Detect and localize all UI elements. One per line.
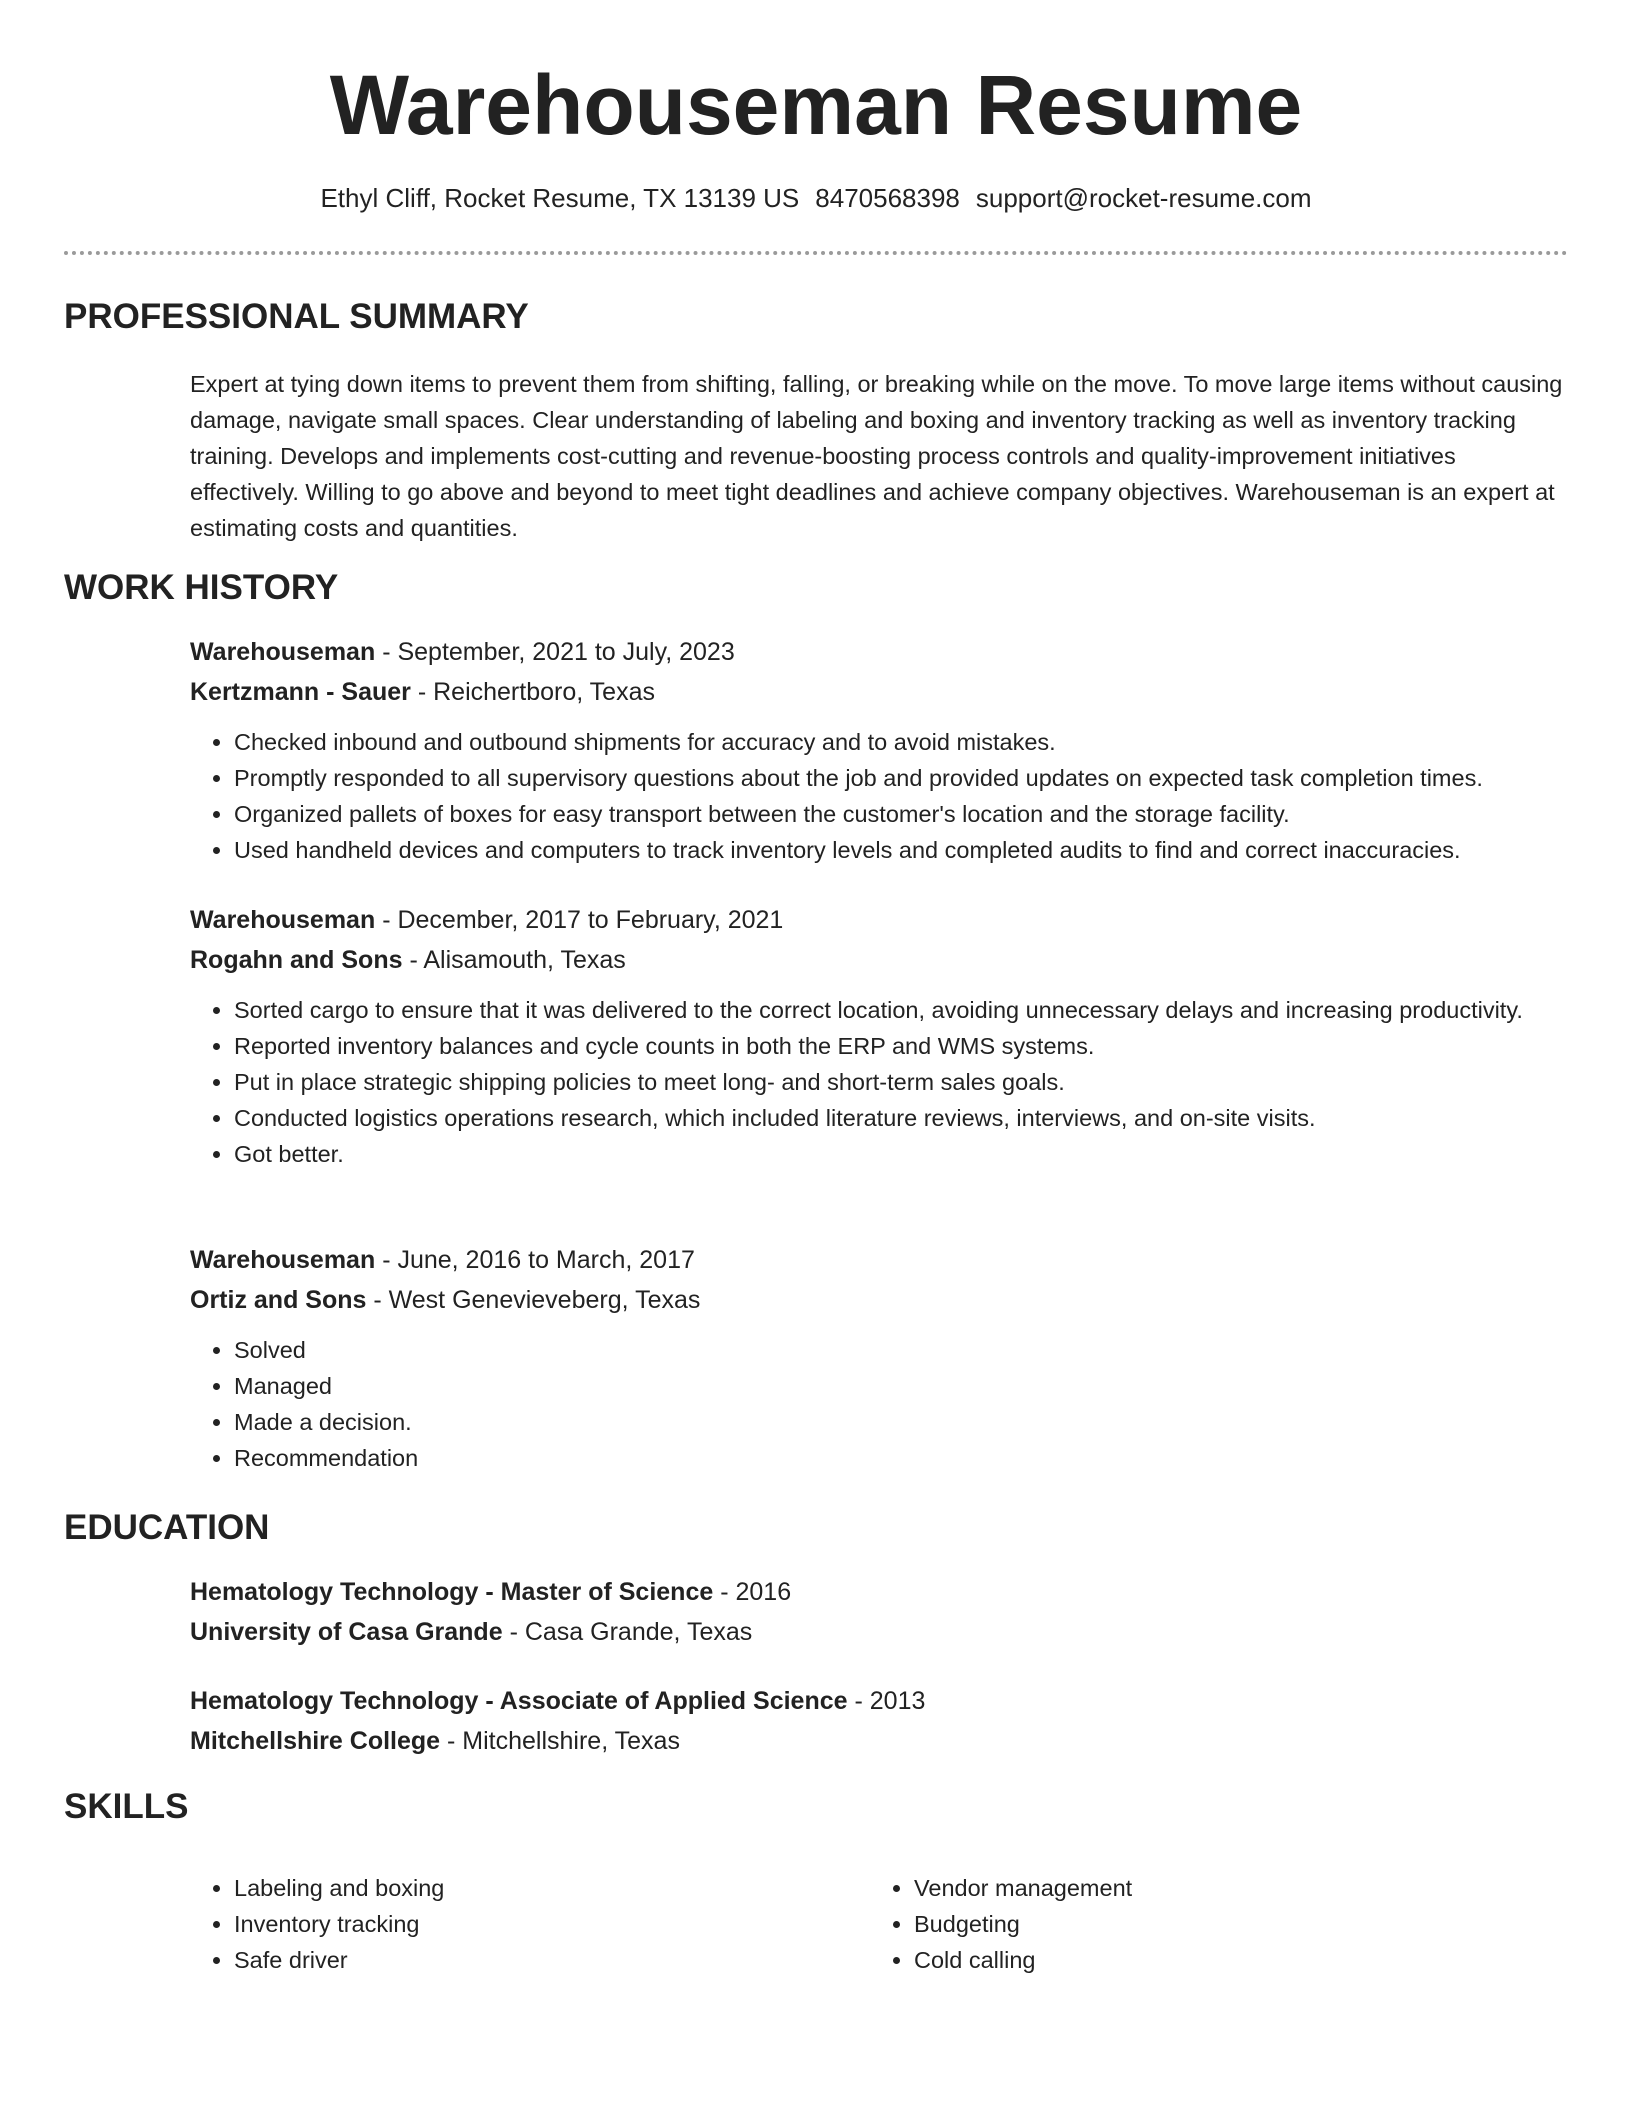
- employer-location: - Reichertboro, Texas: [417, 678, 655, 706]
- job-title-line: [190, 632, 1570, 672]
- job-duties-list: [190, 724, 1570, 868]
- employer-name: Kertzmann - Sauer: [190, 678, 411, 706]
- education-entry: [190, 1572, 1570, 1652]
- contact-email: support@rocket-resume.com: [975, 183, 1312, 213]
- degree-year: - 2013: [854, 1687, 926, 1715]
- job-title: Warehouseman: [190, 906, 376, 934]
- section-title-skills: SKILLS: [64, 1787, 189, 1826]
- list-item: • Recommendation: [234, 1440, 1570, 1476]
- employer-line: [190, 940, 1570, 980]
- list-item: • Inventory tracking: [234, 1906, 870, 1942]
- header-divider: [64, 251, 1568, 255]
- list-item: • Reported inventory balances and cycle counts in both the ERP and WMS systems.: [234, 1028, 1570, 1064]
- list-item: • Vendor management: [914, 1870, 1550, 1906]
- skills-list-left: [190, 1870, 870, 1978]
- job-duties-list: [190, 1332, 1570, 1476]
- degree-line: [190, 1681, 1570, 1721]
- job-dates: - December, 2017 to February, 2021: [382, 906, 784, 934]
- list-item: • Checked inbound and outbound shipments for accuracy and to avoid mistakes.: [234, 724, 1570, 760]
- list-item: • Made a decision.: [234, 1404, 1570, 1440]
- work-entry: [190, 1240, 1570, 1476]
- list-item: • Promptly responded to all supervisory questions about the job and provided updates on expected task completion times.: [234, 760, 1570, 796]
- list-item: • Safe driver: [234, 1942, 870, 1978]
- skills-list-right: [870, 1870, 1550, 1978]
- list-item: • Used handheld devices and computers to track inventory levels and completed audits to find and correct inaccuracies.: [234, 832, 1570, 868]
- list-item: • Budgeting: [914, 1906, 1550, 1942]
- employer-line: [190, 672, 1570, 712]
- list-item: • Got better.: [234, 1136, 1570, 1172]
- school-line: [190, 1721, 1570, 1761]
- school-name: Mitchellshire College: [190, 1727, 441, 1755]
- job-title-line: [190, 900, 1570, 940]
- resume-title: Warehouseman Resume: [329, 58, 1303, 152]
- list-item: • Organized pallets of boxes for easy transport between the customer's location and the storage facility.: [234, 796, 1570, 832]
- section-title-work-history: WORK HISTORY: [64, 568, 339, 607]
- contact-line: [0, 180, 1632, 216]
- job-title: Warehouseman: [190, 638, 376, 666]
- job-dates: - June, 2016 to March, 2017: [382, 1246, 695, 1274]
- job-dates: - September, 2021 to July, 2023: [382, 638, 735, 666]
- employer-location: - Alisamouth, Texas: [409, 946, 626, 974]
- school-line: [190, 1612, 1570, 1652]
- employer-name: Ortiz and Sons: [190, 1286, 367, 1314]
- employer-name: Rogahn and Sons: [190, 946, 403, 974]
- school-location: - Mitchellshire, Texas: [447, 1727, 680, 1755]
- job-duties-list: [190, 992, 1570, 1172]
- list-item: • Put in place strategic shipping policies to meet long- and short-term sales goals.: [234, 1064, 1570, 1100]
- job-title: Warehouseman: [190, 1246, 376, 1274]
- section-title-education: EDUCATION: [64, 1508, 270, 1547]
- list-item: • Cold calling: [914, 1942, 1550, 1978]
- list-item: • Solved: [234, 1332, 1570, 1368]
- job-title-line: [190, 1240, 1570, 1280]
- degree-year: - 2016: [720, 1578, 792, 1606]
- list-item: • Conducted logistics operations research, which included literature reviews, interviews, and on-site visits.: [234, 1100, 1570, 1136]
- degree-name: Hematology Technology - Master of Science: [190, 1578, 714, 1606]
- skills-columns: [190, 1870, 1570, 1978]
- education-entry: [190, 1681, 1570, 1761]
- summary-text: Expert at tying down items to prevent them from shifting, falling, or breaking while on the move. To move large items without causing damage, navigate small spaces. Clear understanding of labeling and boxing and inventory tracking as well as inventory tracking training. Develops and implements cost-cutting and revenue-boosting process controls and quality-improvement initiatives effectively. Willing to go above and beyond to meet tight deadlines and achieve company objectives. Warehouseman is an expert at estimating costs and quantities.: [190, 371, 1563, 541]
- contact-phone: 8470568398: [815, 183, 960, 213]
- work-entry: [190, 632, 1570, 868]
- degree-line: [190, 1572, 1570, 1612]
- list-item: • Sorted cargo to ensure that it was delivered to the correct location, avoiding unnecessary delays and increasing productivity.: [234, 992, 1570, 1028]
- degree-name: Hematology Technology - Associate of Applied Science: [190, 1687, 848, 1715]
- section-title-summary: PROFESSIONAL SUMMARY: [64, 297, 529, 336]
- list-item: • Managed: [234, 1368, 1570, 1404]
- school-name: University of Casa Grande: [190, 1618, 503, 1646]
- employer-line: [190, 1280, 1570, 1320]
- list-item: • Labeling and boxing: [234, 1870, 870, 1906]
- work-entry: [190, 900, 1570, 1172]
- contact-address: Ethyl Cliff, Rocket Resume, TX 13139 US: [320, 183, 800, 213]
- employer-location: - West Genevieveberg, Texas: [373, 1286, 701, 1314]
- school-location: - Casa Grande, Texas: [509, 1618, 753, 1646]
